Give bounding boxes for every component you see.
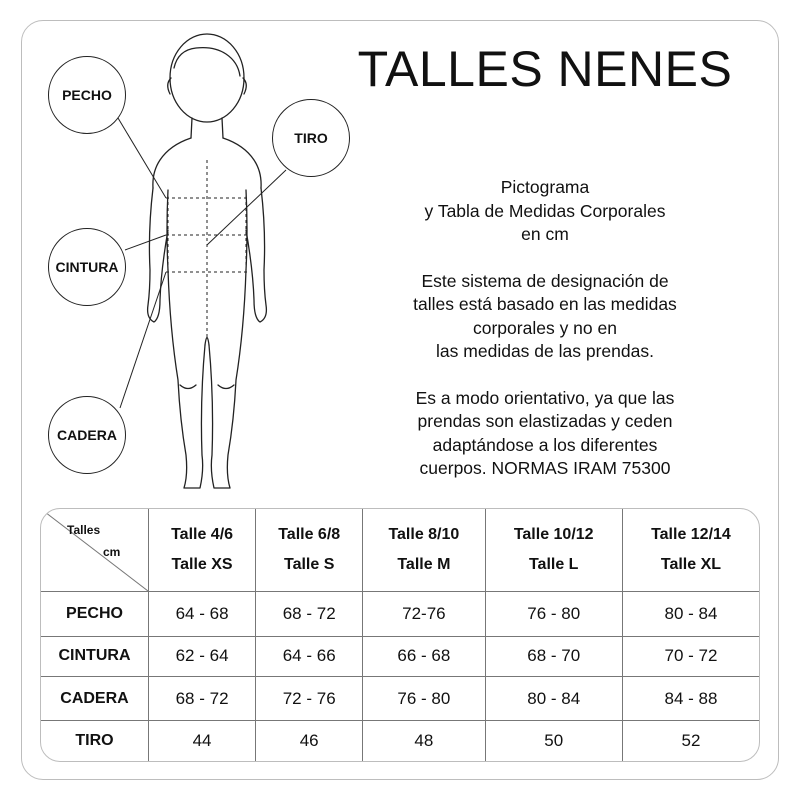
- table-cell: 50: [485, 721, 622, 761]
- description-paragraph-1: Pictograma y Tabla de Medidas Corporales en cm: [424, 177, 666, 244]
- label-pecho: PECHO: [48, 56, 126, 134]
- leg-left: [168, 270, 205, 488]
- column-size: Talle 8/10: [388, 526, 460, 544]
- label-cadera: CADERA: [48, 396, 126, 474]
- row-label: CINTURA: [41, 636, 149, 676]
- table-cell: 64 - 66: [256, 636, 363, 676]
- table-corner-cell: [41, 509, 149, 592]
- arm-left: [148, 188, 168, 322]
- row-label: TIRO: [41, 721, 149, 761]
- table-cell: 72 - 76: [256, 676, 363, 720]
- table-cell: 70 - 72: [622, 636, 759, 676]
- description-paragraph-3: Es a modo orientativo, ya que las prendas son elastizadas y ceden adaptándose a los diferentes cuerpos. NORMAS IRAM 75300: [415, 387, 675, 478]
- table-cell: 44: [149, 721, 256, 761]
- table-cell: 48: [363, 721, 485, 761]
- leader-cadera: [120, 272, 166, 408]
- table-cell: 76 - 80: [363, 676, 485, 720]
- neck-outline: [191, 118, 223, 138]
- column-size: Talle 12/14: [651, 526, 731, 544]
- leg-right: [209, 270, 246, 488]
- column-header: [149, 509, 256, 592]
- column-header: [485, 509, 622, 592]
- table-cell: 68 - 72: [256, 592, 363, 636]
- knee-lines: [180, 385, 234, 389]
- table-row: [41, 721, 759, 761]
- arm-right: [246, 188, 266, 322]
- row-label: PECHO: [41, 592, 149, 636]
- column-size: Talle 10/12: [513, 526, 594, 544]
- leader-cintura: [125, 235, 166, 250]
- corner-label-talles: Talles: [67, 523, 101, 538]
- table-cell: 62 - 64: [149, 636, 256, 676]
- table-cell: 52: [681, 731, 701, 751]
- table-cell: 72-76: [363, 592, 485, 636]
- table-cell: 46: [256, 721, 363, 761]
- table-row: [41, 636, 759, 676]
- table-cell: 80 - 84: [622, 592, 759, 636]
- table-cell: 64 - 68: [149, 592, 256, 636]
- table-row: [41, 592, 759, 636]
- table-cell: 84 - 88: [622, 676, 759, 720]
- column-letter: Talle L: [528, 556, 579, 574]
- label-tiro: TIRO: [272, 99, 350, 177]
- table-cell: 66 - 68: [363, 636, 485, 676]
- label-cintura: CINTURA: [48, 228, 126, 306]
- leader-pecho: [118, 118, 166, 198]
- table-cell: 76 - 80: [485, 592, 622, 636]
- page-title: TALLES NENES: [357, 41, 733, 97]
- column-letter: Talle XS: [171, 556, 233, 574]
- table-cell: 80 - 84: [485, 676, 622, 720]
- column-letter: Talle M: [397, 556, 451, 574]
- size-table-box: [40, 508, 760, 762]
- size-table: [41, 509, 759, 761]
- table-header-row: [41, 509, 759, 592]
- column-letter: Talle S: [283, 556, 335, 574]
- column-size: Talle 6/8: [278, 526, 341, 544]
- column-letter: Talle XL: [660, 556, 722, 574]
- description-paragraph-2: Este sistema de designación de talles está basado en las medidas corporales y no en las medidas de las prendas.: [413, 270, 677, 361]
- crotch: [205, 338, 209, 346]
- column-header: [363, 509, 485, 592]
- column-header: [622, 509, 759, 592]
- table-cell: 68 - 70: [485, 636, 622, 676]
- column-header: [256, 509, 363, 592]
- table-row: [41, 676, 759, 720]
- row-label: CADERA: [41, 676, 149, 720]
- table-cell: 68 - 72: [149, 676, 256, 720]
- hair-line: [174, 48, 240, 76]
- column-size: Talle 4/6: [171, 526, 234, 544]
- corner-label-cm: cm: [103, 545, 121, 560]
